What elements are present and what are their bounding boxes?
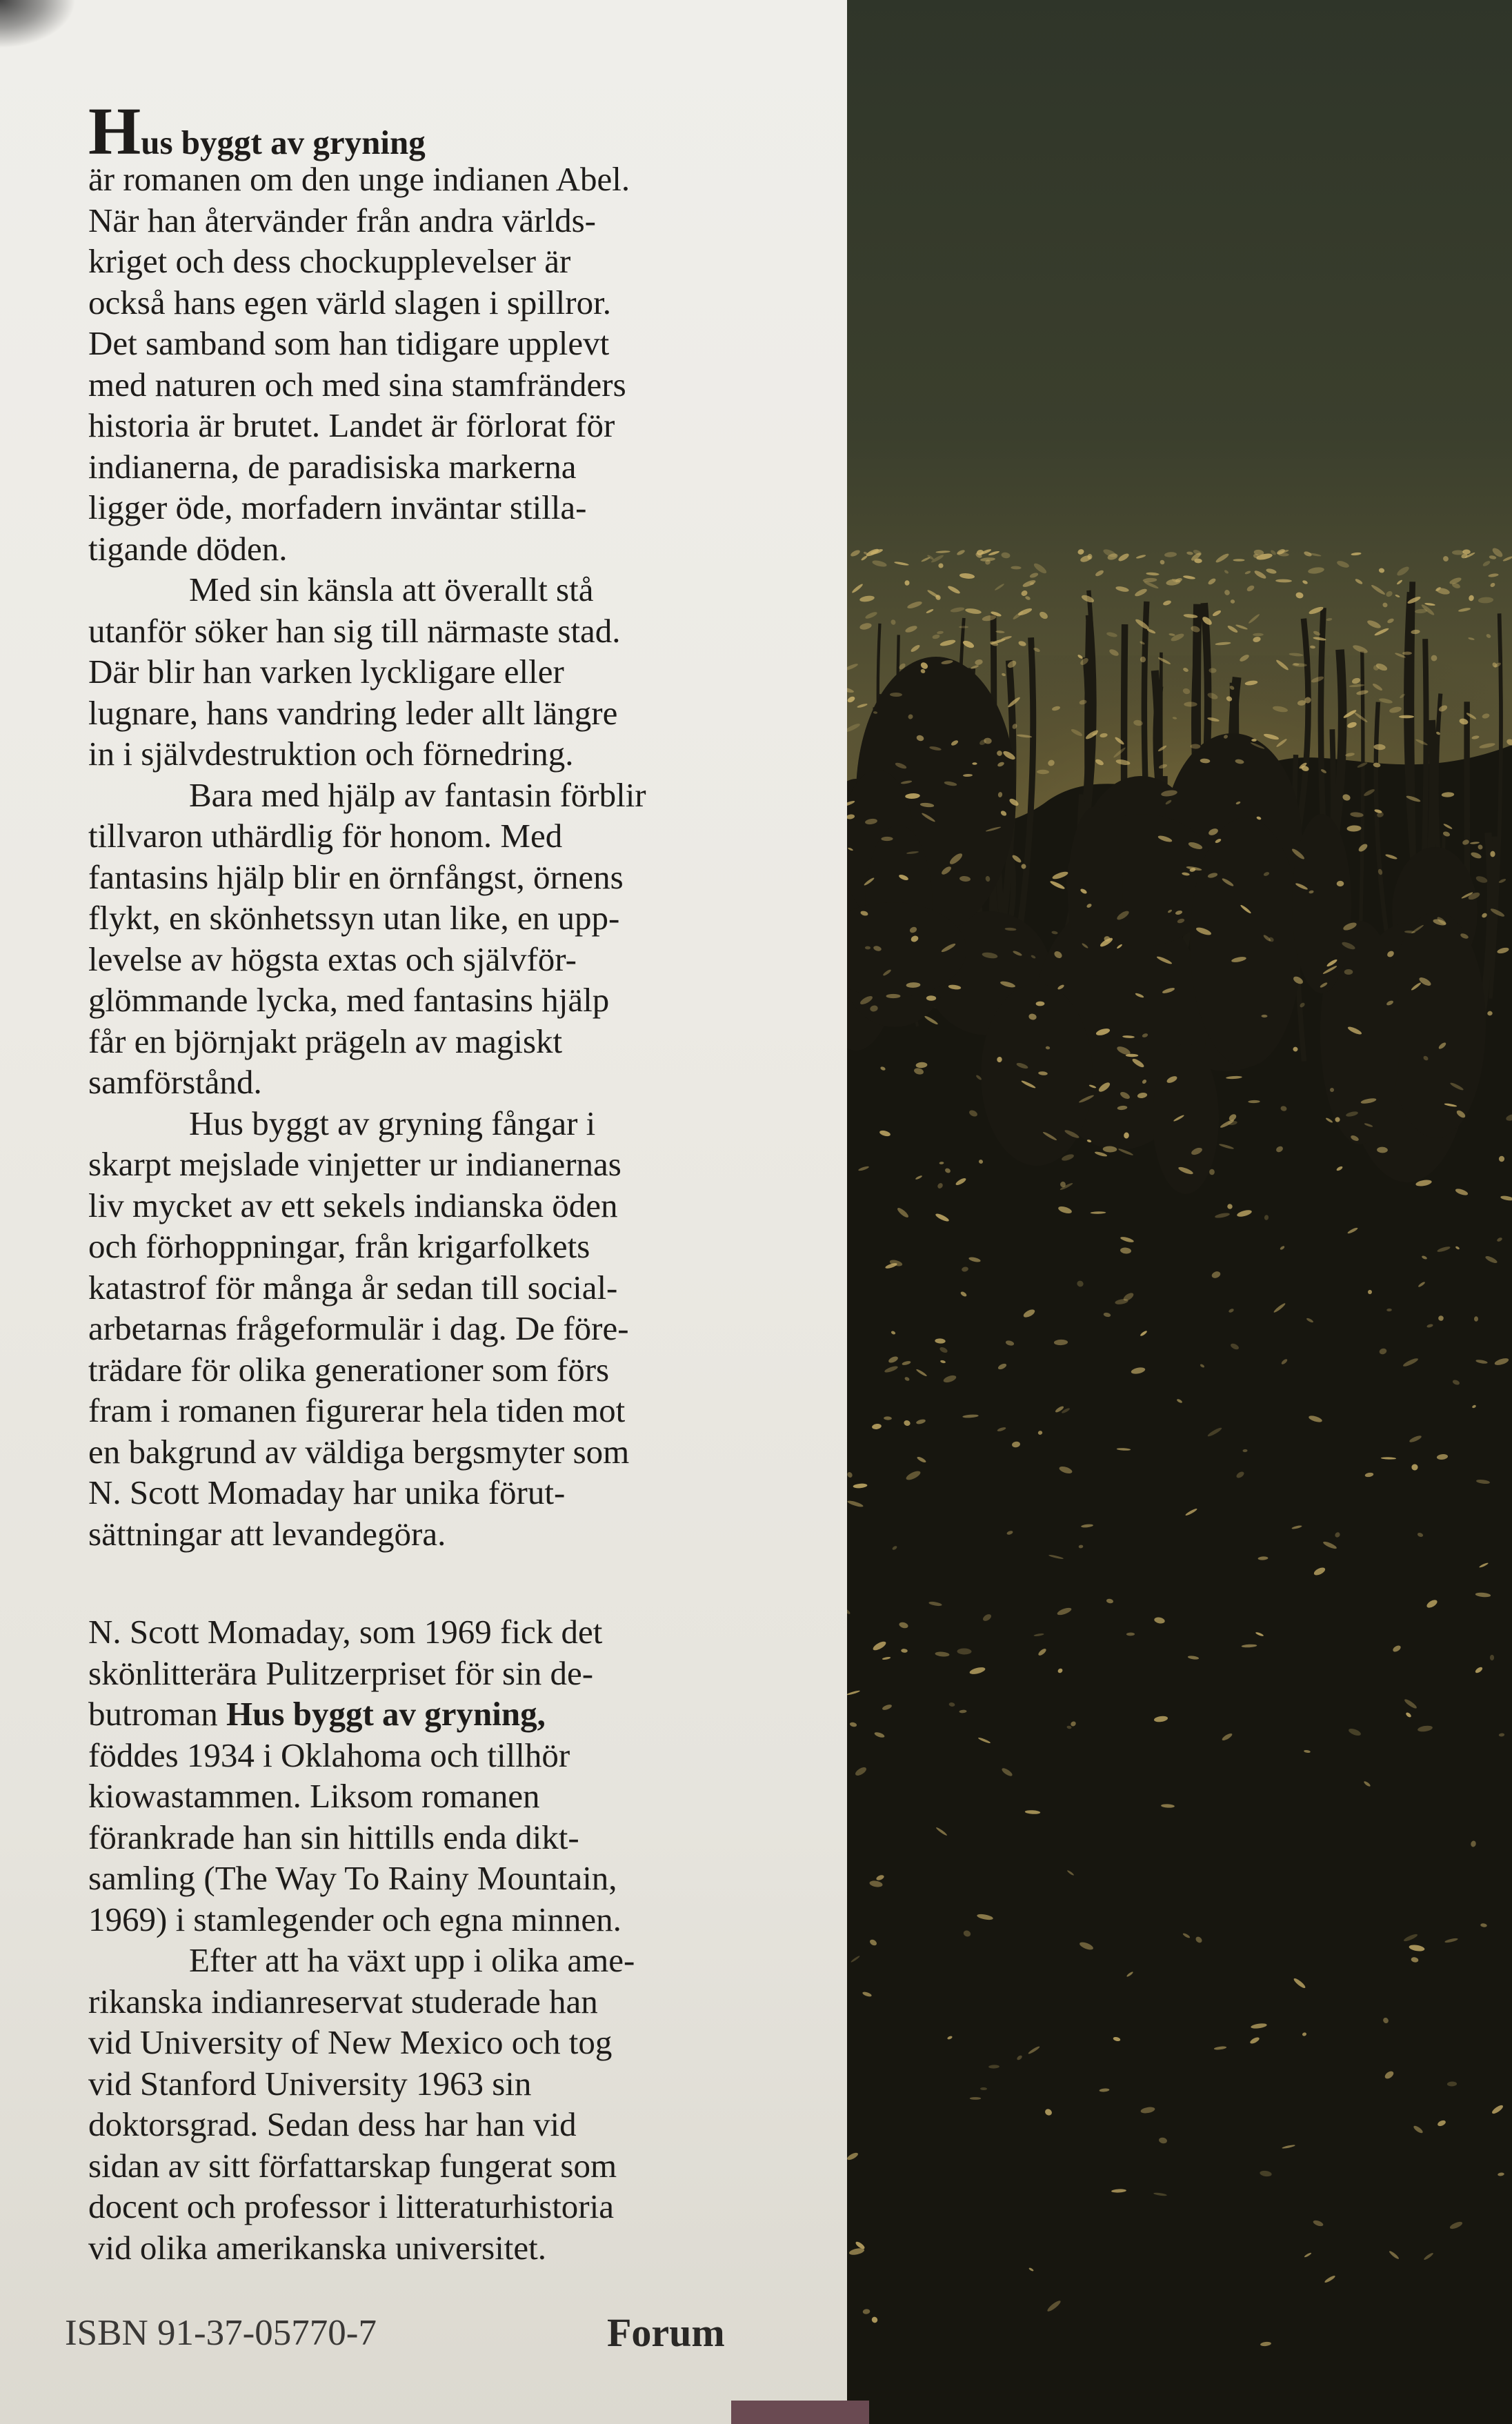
text-line: katastrof för många år sedan till social-	[88, 1268, 618, 1307]
leaf-highlight	[1486, 633, 1492, 639]
leaf-highlight	[1224, 569, 1229, 574]
leaf-highlight	[1215, 642, 1231, 646]
text-line: Med sin känsla att överallt stå	[189, 570, 594, 608]
text-line: Det samband som han tidigare upplevt	[88, 324, 610, 362]
text-line: sidan av sitt författarskap fungerat som	[88, 2146, 617, 2185]
leaf-highlight	[1001, 635, 1013, 641]
leaf-highlight	[1253, 569, 1267, 580]
text-line: rikanska indianreservat studerade han	[88, 1982, 598, 2020]
text-line: utanför söker han sig till närmaste stad.	[88, 611, 621, 650]
leaf-highlight	[904, 580, 909, 586]
book-description	[88, 95, 819, 1554]
leaf-highlight	[939, 639, 956, 647]
leaf-highlight	[1355, 578, 1364, 585]
text-line: kriget och dess chockupplevelser är	[88, 242, 571, 280]
leaf-highlight	[1244, 570, 1251, 575]
leaf-highlight	[1326, 617, 1332, 621]
text-line	[88, 1693, 819, 1735]
leaf-highlight	[1159, 559, 1165, 565]
leaf-highlight	[1374, 627, 1390, 637]
text-line: N. Scott Momaday, som 1969 fick det	[88, 1613, 603, 1651]
leaf-highlight	[926, 608, 934, 614]
text-line: tillvaron uthärdlig för honom. Med	[88, 817, 563, 855]
text-fragment: butroman	[88, 1695, 227, 1733]
text-line: kiowastammen. Liksom romanen	[88, 1777, 540, 1815]
text-line: vid University of New Mexico och tog	[88, 2023, 613, 2061]
leaf-highlight	[1478, 597, 1494, 604]
cover-edge-strip	[731, 2401, 869, 2424]
leaf-highlight	[972, 762, 977, 765]
leaf-highlight	[1489, 555, 1496, 560]
leaf-highlight	[937, 562, 944, 568]
leaf-highlight	[1246, 584, 1255, 593]
leaf-highlight	[1468, 595, 1474, 602]
leaf-highlight	[1235, 624, 1249, 630]
title-initial: H	[88, 95, 141, 169]
leaf-highlight	[1106, 631, 1118, 637]
leaf-highlight	[980, 557, 995, 562]
text-line: föddes 1934 i Oklahoma och tillhör	[88, 1736, 570, 1774]
title-text: us byggt av gryning	[141, 123, 426, 161]
leaf-highlight	[1253, 636, 1262, 643]
text-line: skarpt mejslade vinjetter ur indianernas	[88, 1145, 621, 1183]
leaf-highlight	[965, 608, 982, 615]
grass-tuft	[1190, 817, 1302, 1067]
leaf-highlight	[1499, 1156, 1504, 1162]
leaf-highlight	[1115, 586, 1130, 593]
leaf-highlight	[1017, 607, 1033, 617]
leaf-highlight	[1233, 559, 1245, 561]
text-line: samförstånd.	[88, 1063, 262, 1101]
leaf-highlight	[1117, 552, 1131, 562]
leaf-highlight	[935, 550, 950, 553]
leaf-highlight	[851, 583, 864, 594]
bio-paragraph-1-rest	[88, 1735, 819, 1940]
isbn-number: ISBN 91-37-05770-7	[65, 2313, 377, 2353]
text-line: När han återvänder från andra världs-	[88, 201, 596, 239]
leaf-highlight	[1038, 610, 1049, 620]
leaf-highlight	[1482, 560, 1491, 568]
leaf-highlight	[995, 630, 1004, 634]
leaf-highlight	[1452, 550, 1464, 555]
text-line: också hans egen värld slagen i spillror.	[88, 283, 611, 321]
bio-paragraph-2	[88, 1940, 819, 2268]
leaf-highlight	[1212, 609, 1222, 617]
leaf-highlight	[904, 624, 918, 633]
leaf-highlight	[994, 583, 1004, 591]
leaf-highlight	[1029, 572, 1039, 579]
leaf-highlight	[1474, 1316, 1478, 1321]
text-line: med naturen och med sina stamfränders	[88, 365, 626, 404]
leaf-highlight	[859, 595, 875, 602]
leaf-highlight	[1468, 637, 1475, 640]
leaf-highlight	[910, 644, 921, 653]
text-line: 1969) i stamlegender och egna minnen.	[88, 1900, 621, 1938]
cover-photo-grass-at-dawn	[821, 0, 1512, 2424]
leaf-highlight	[1253, 633, 1264, 637]
leaf-highlight	[1490, 1655, 1494, 1660]
leaf-highlight	[1302, 579, 1308, 585]
leaf-highlight	[1018, 640, 1027, 647]
leaf-highlight	[1275, 579, 1292, 582]
leaf-highlight	[1351, 552, 1361, 556]
book-title-inline: Hus byggt av gryning,	[226, 1695, 546, 1733]
leaf-highlight	[1336, 559, 1350, 569]
text-line: Efter att ha växt upp i olika ame-	[189, 1941, 635, 1979]
text-line: Där blir han varken lyckligare eller	[88, 653, 564, 691]
leaf-highlight	[894, 561, 909, 566]
text-line: arbetarnas frågeformulär i dag. De före-	[88, 1309, 629, 1347]
leaf-highlight	[1251, 739, 1257, 742]
text-line: och förhoppningar, från krigarfolkets	[88, 1227, 590, 1265]
text-line: in i självdestruktion och förnedring.	[88, 735, 574, 773]
text-line: historia är brutet. Landet är förlorat för	[88, 406, 615, 444]
leaf-highlight	[1215, 553, 1230, 564]
leaf-highlight	[872, 559, 888, 568]
text-line: samling (The Way To Rainy Mountain,	[88, 1859, 617, 1897]
text-line: är romanen om den unge indianen Abel.	[88, 160, 630, 198]
leaf-highlight	[970, 2097, 981, 2100]
leaf-highlight	[1502, 555, 1512, 562]
leaf-highlight	[1011, 566, 1021, 569]
grass-tuft	[1068, 806, 1123, 976]
leaf-highlight	[1378, 568, 1384, 573]
leaf-highlight	[859, 622, 872, 631]
grass-tuft	[1292, 814, 1351, 993]
text-line: Hus byggt av gryning fångar i	[189, 1104, 596, 1142]
leaf-highlight	[886, 994, 901, 998]
leaf-highlight	[1399, 715, 1414, 719]
text-line: flykt, en skönhetssyn utan like, en upp-	[88, 899, 620, 937]
leaf-highlight	[861, 555, 868, 561]
leaf-highlight	[1248, 613, 1260, 624]
leaf-highlight	[1207, 577, 1217, 586]
leaf-highlight	[1266, 568, 1277, 575]
leaf-highlight	[959, 626, 968, 628]
leaf-highlight	[947, 585, 961, 595]
leaf-highlight	[1489, 582, 1495, 588]
leaf-highlight	[1077, 548, 1084, 555]
leaf-highlight	[1162, 599, 1171, 606]
text-line: vid Stanford University 1963 sin	[88, 2064, 532, 2103]
corner-shadow	[0, 0, 76, 48]
text-line: Bara med hjälp av fantasin förblir	[189, 775, 646, 814]
text-line: levelse av högsta extas och självför-	[88, 940, 577, 978]
leaf-highlight	[1278, 553, 1289, 556]
leaf-highlight	[1458, 607, 1471, 613]
text-line: doktorsgrad. Sedan dess har han vid	[88, 2105, 577, 2143]
leaf-highlight	[1382, 602, 1389, 608]
text-line: glömmande lycka, med fantasins hjälp	[88, 981, 610, 1019]
text-line: en bakgrund av väldiga bergsmyter som	[88, 1432, 630, 1471]
text-line: tigande döden.	[88, 529, 288, 568]
leaf-highlight	[1134, 588, 1148, 598]
description-paragraphs	[88, 159, 819, 1554]
leaf-highlight	[1396, 579, 1403, 586]
leaf-highlight	[1352, 644, 1369, 655]
description-paragraph	[88, 1103, 819, 1555]
book-title	[88, 95, 819, 169]
text-line: sättningar att levandegöra.	[88, 1514, 446, 1553]
leaf-highlight	[906, 600, 923, 610]
text-line: förankrade han sin hittills enda dikt-	[88, 1818, 579, 1856]
text-line: indianerna, de paradisiska markerna	[88, 447, 577, 486]
leaf-highlight	[1386, 617, 1395, 624]
leaf-highlight	[1395, 594, 1400, 598]
leaf-highlight	[959, 573, 975, 579]
leaf-highlight	[1371, 584, 1386, 595]
publisher-name: Forum	[607, 2310, 725, 2355]
leaf-highlight	[1020, 590, 1028, 597]
leaf-highlight	[1095, 569, 1105, 577]
leaf-highlight	[1168, 633, 1175, 637]
grass-layer	[821, 582, 1512, 2424]
text-line: vid olika amerikanska universitet.	[88, 2228, 547, 2267]
leaf-highlight	[890, 619, 896, 626]
text-line: docent och professor i litteraturhistoria	[88, 2187, 614, 2225]
text-line: skönlitterära Pulitzerpriset för sin de-	[88, 1653, 594, 1692]
leaf-highlight	[1395, 565, 1410, 577]
leaf-highlight	[1308, 566, 1325, 575]
leaf-highlight	[1164, 552, 1177, 558]
leaf-highlight	[1488, 573, 1499, 578]
leaf-highlight	[850, 549, 861, 558]
text-line: trädare för olika generationer som förs	[88, 1350, 610, 1389]
grass-tuft	[1386, 912, 1486, 1138]
leaf-highlight	[1424, 602, 1435, 606]
text-line: ligger öde, morfadern inväntar stilla-	[88, 488, 587, 526]
grass-tuft	[981, 984, 1093, 1166]
leaf-highlight	[1022, 579, 1036, 588]
leaf-highlight	[937, 630, 944, 635]
text-line: fram i romanen figurerar hela tiden mot	[88, 1391, 626, 1429]
leaf-highlight	[1183, 575, 1195, 579]
text-line: får en björnjakt prägeln av magiskt	[88, 1022, 563, 1060]
author-biography	[88, 1611, 819, 2268]
leaf-highlight	[1135, 554, 1146, 559]
leaf-highlight	[1184, 702, 1197, 706]
leaf-highlight	[1295, 592, 1304, 599]
leaf-highlight	[1230, 599, 1235, 604]
bio-paragraph-1	[88, 1611, 819, 1940]
description-paragraph	[88, 569, 819, 775]
leaf-highlight	[1385, 590, 1393, 598]
leaf-highlight	[1442, 555, 1450, 563]
description-paragraph	[88, 159, 819, 569]
grass-silhouette-illustration	[821, 0, 1512, 2424]
leaf-highlight	[1344, 969, 1353, 975]
leaf-highlight	[864, 610, 878, 619]
leaf-highlight	[956, 549, 966, 556]
text-line: lugnare, hans vandring leder allt längre	[88, 693, 618, 732]
leaf-highlight	[950, 606, 965, 613]
text-line: N. Scott Momaday har unika förut-	[88, 1473, 566, 1511]
leaf-highlight	[1366, 619, 1382, 630]
leaf-highlight	[1001, 552, 1011, 559]
leaf-highlight	[932, 634, 940, 639]
leaf-highlight	[1146, 572, 1159, 576]
leaf-highlight	[1186, 551, 1193, 555]
text-line: fantasins hjälp blir en örnfångst, örnens	[88, 857, 624, 896]
leaf-highlight	[1224, 589, 1231, 597]
description-paragraph	[88, 775, 819, 1103]
leaf-highlight	[1024, 595, 1031, 601]
leaf-highlight	[1310, 645, 1315, 648]
leaf-highlight	[926, 554, 934, 560]
text-line: liv mycket av ett sekels indianska öden	[88, 1186, 618, 1224]
